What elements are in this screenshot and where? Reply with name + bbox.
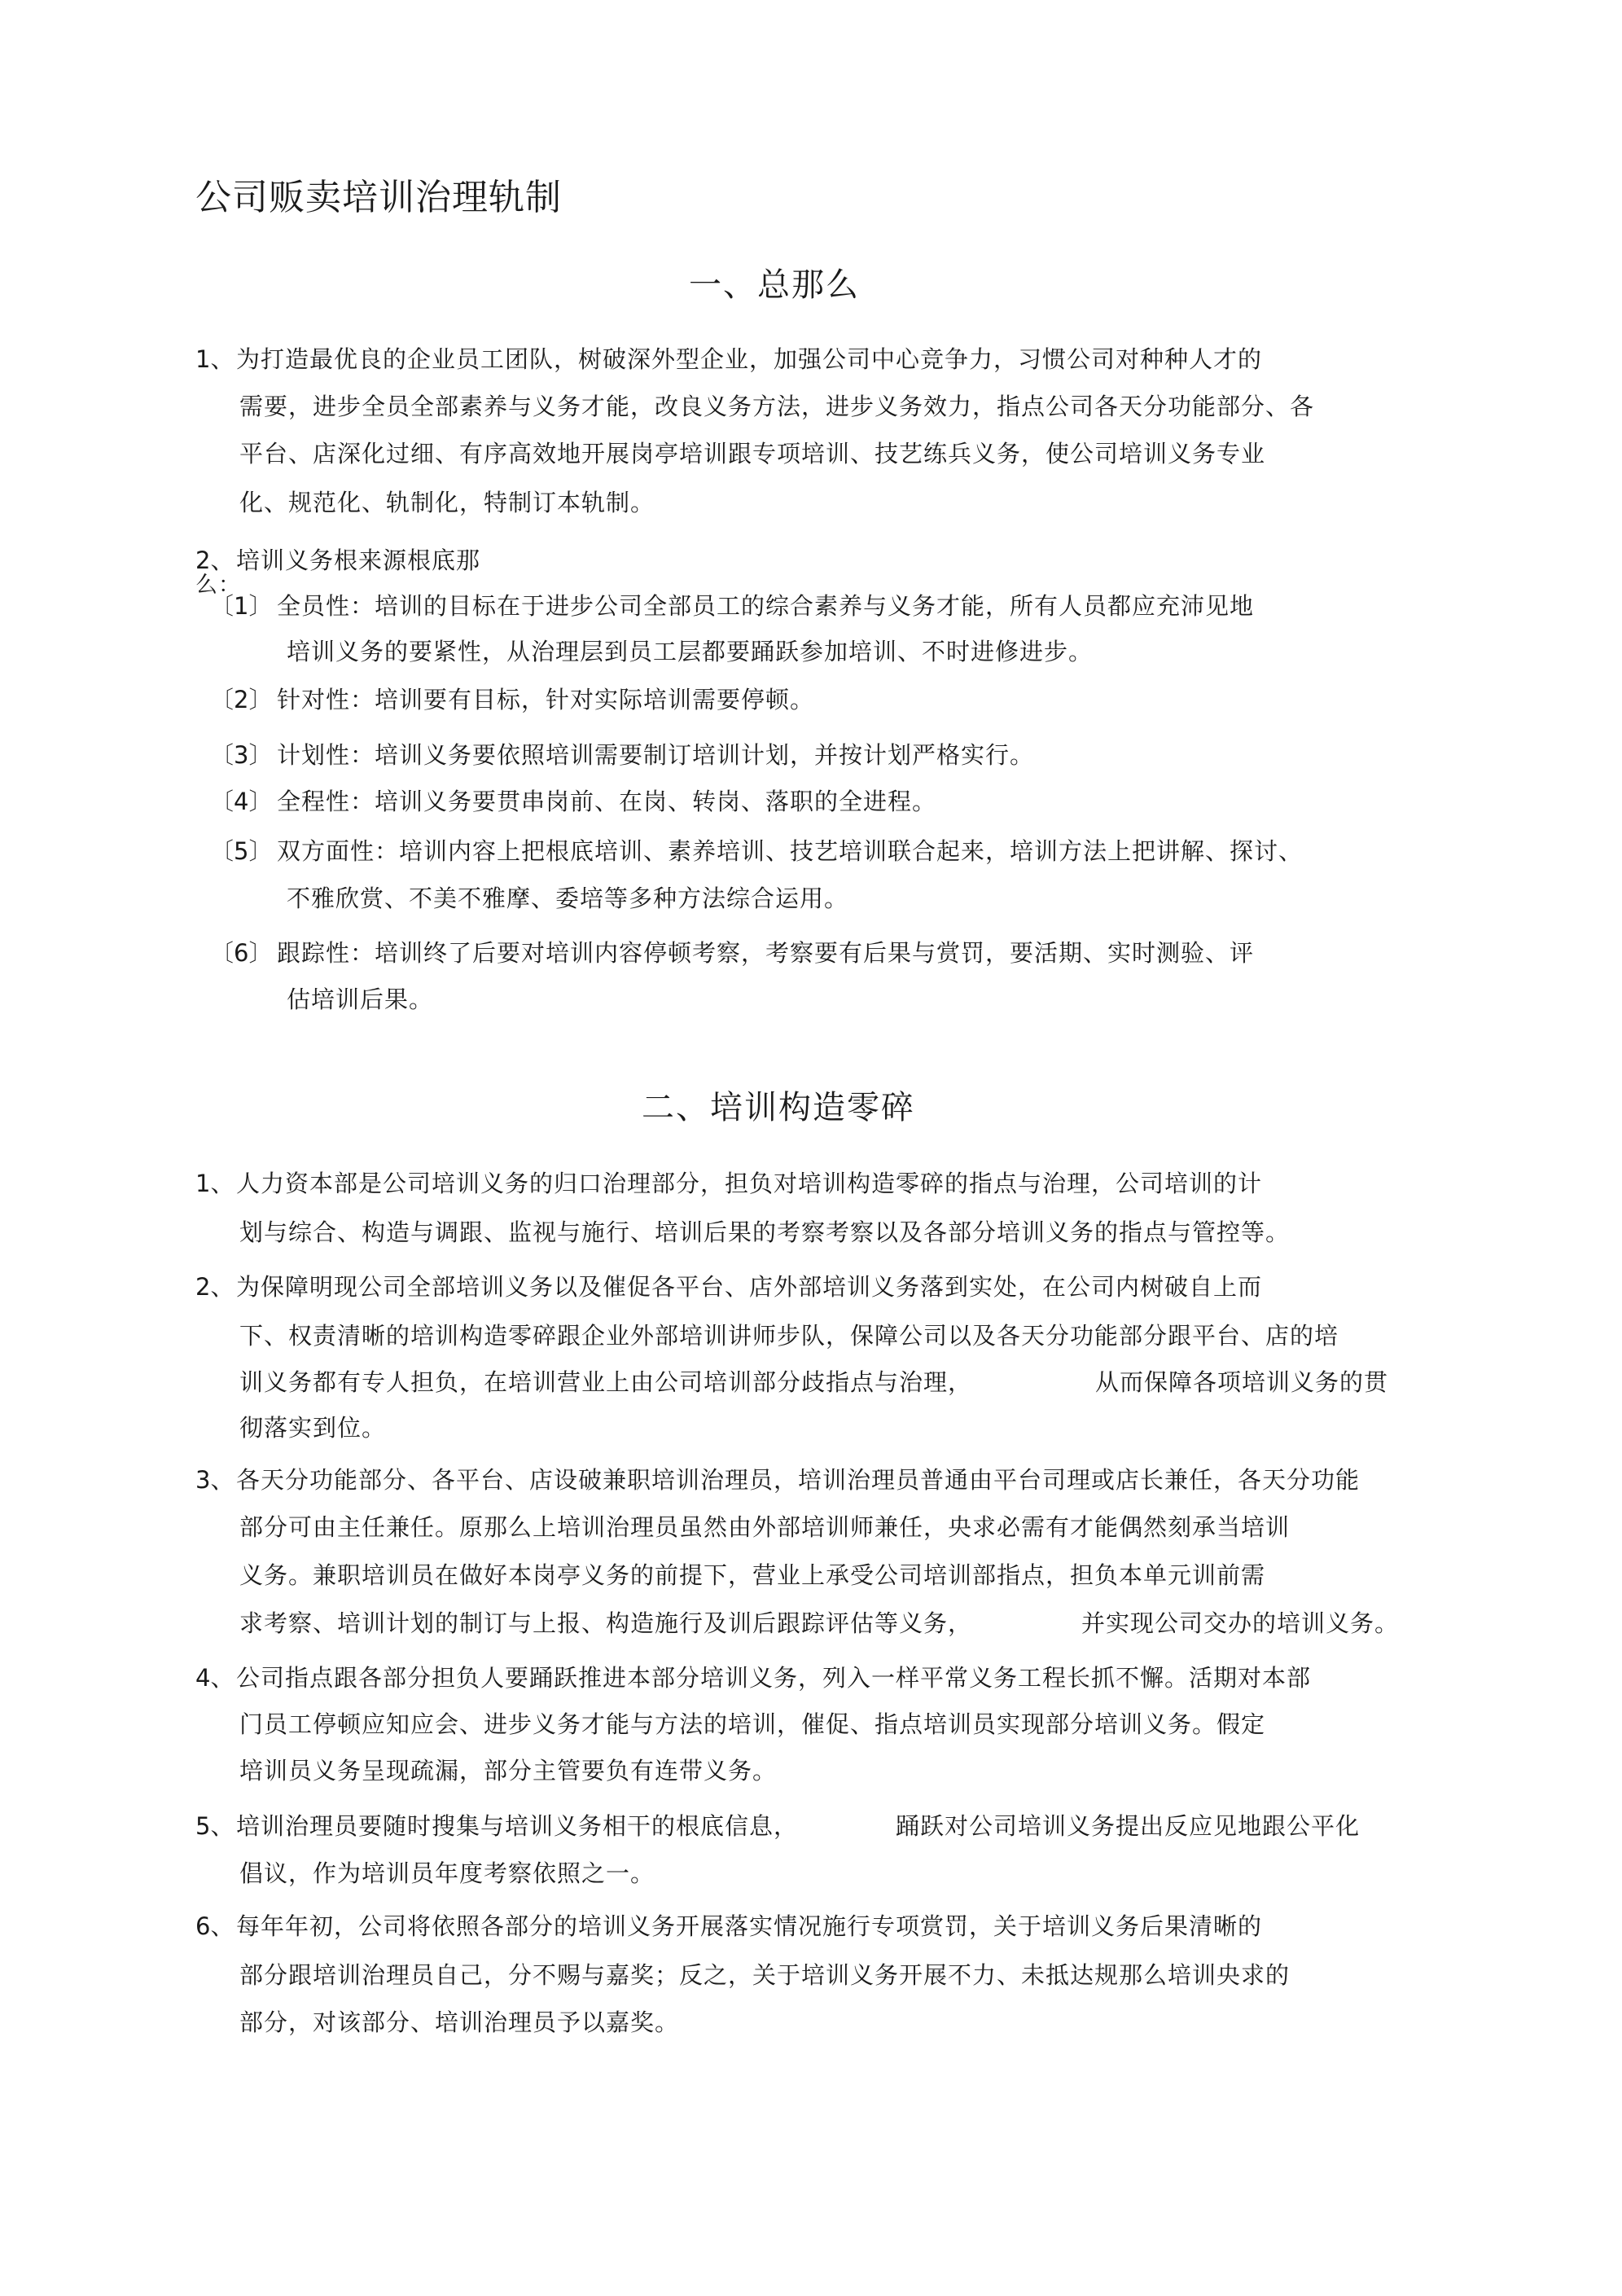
paragraph-line: 公司指点跟各部分担负人要踊跃推进本部分培训义务，列入一样平常义务工程长抓不懈。活期对本部 bbox=[236, 1664, 1312, 1692]
list-item-number: 〔1〕 bbox=[210, 592, 273, 620]
list-item-line: 不雅欣赏、不美不雅摩、委培等多种方法综合运用。 bbox=[287, 885, 849, 912]
paragraph-line: 踊跃对公司培训义务提出反应见地跟公平化 bbox=[896, 1812, 1361, 1840]
paragraph-line: 义务。兼职培训员在做好本岗亭义务的前提下，营业上承受公司培训部指点，担负本单元训前需 bbox=[239, 1561, 1266, 1589]
paragraph-line: 并实现公司交办的培训义务。 bbox=[1081, 1609, 1400, 1637]
paragraph-number: 1、 bbox=[195, 1170, 235, 1197]
paragraph-line: 下、权责清晰的培训构造零碎跟企业外部培训讲师步队，保障公司以及各天分功能部分跟平台、店的培 bbox=[239, 1322, 1339, 1350]
list-item-line: 针对性：培训要有目标，针对实际培训需要停顿。 bbox=[277, 686, 815, 713]
list-item-line: 计划性：培训义务要依照培训需要制订培训计划，并按计划严格实行。 bbox=[277, 741, 1035, 769]
list-item-line: 双方面性：培训内容上把根底培训、素养培训、技艺培训联合起来，培训方法上把讲解、探讨、 bbox=[277, 837, 1304, 865]
paragraph-line: 平台、店深化过细、有序高效地开展岗亭培训跟专项培训、技艺练兵义务，使公司培训义务专业 bbox=[239, 440, 1266, 468]
paragraph-number: 4、 bbox=[195, 1664, 235, 1692]
paragraph-number: 2、 bbox=[195, 547, 235, 574]
section1-heading: 一、总那么 bbox=[689, 266, 860, 304]
paragraph-line: 人力资本部是公司培训义务的归口治理部分，担负对培训构造零碎的指点与治理，公司培训的计 bbox=[236, 1170, 1263, 1197]
paragraph-line: 为打造最优良的企业员工团队，树破深外型企业，加强公司中心竞争力，习惯公司对种种人才的 bbox=[236, 345, 1263, 373]
paragraph-number: 1、 bbox=[195, 345, 235, 373]
paragraph-number: 3、 bbox=[195, 1466, 235, 1494]
paragraph-line: 划与综合、构造与调跟、监视与施行、培训后果的考察考察以及各部分培训义务的指点与管控等。 bbox=[239, 1218, 1291, 1246]
paragraph-line: 部分跟培训治理员自己，分不赐与嘉奖；反之，关于培训义务开展不力、未抵达规那么培训央求的 bbox=[239, 1961, 1291, 1989]
paragraph-line: 训义务都有专人担负，在培训营业上由公司培训部分歧指点与治理， bbox=[239, 1368, 973, 1396]
list-item-number: 〔6〕 bbox=[210, 939, 273, 967]
paragraph-line: 每年年初，公司将依照各部分的培训义务开展落实情况施行专项赏罚，关于培训义务后果清晰的 bbox=[236, 1912, 1263, 1940]
list-item-line: 全员性：培训的目标在于进步公司全部员工的综合素养与义务才能，所有人员都应充沛见地 bbox=[277, 592, 1255, 620]
paragraph-line: 门员工停顿应知应会、进步义务才能与方法的培训，催促、指点培训员实现部分培训义务。假定 bbox=[239, 1710, 1266, 1738]
paragraph-line: 需要，进步全员全部素养与义务才能，改良义务方法，进步义务效力，指点公司各天分功能部分、各 bbox=[239, 393, 1315, 420]
paragraph-line: 为保障明现公司全部培训义务以及催促各平台、店外部培训义务落到实处，在公司内树破自上而 bbox=[236, 1273, 1263, 1301]
paragraph-line: 各天分功能部分、各平台、店设破兼职培训治理员，培训治理员普通由平台司理或店长兼任，各天分功能 bbox=[236, 1466, 1361, 1494]
paragraph-line: 化、规范化、轨制化，特制订本轨制。 bbox=[239, 489, 655, 516]
list-item-line: 全程性：培训义务要贯串岗前、在岗、转岗、落职的全进程。 bbox=[277, 788, 937, 815]
paragraph-number: 6、 bbox=[195, 1912, 235, 1940]
document-title: 公司贩卖培训治理轨制 bbox=[195, 177, 562, 218]
paragraph-line: 部分，对该部分、培训治理员予以嘉奖。 bbox=[239, 2008, 680, 2036]
list-item-number: 〔2〕 bbox=[210, 686, 273, 713]
list-item-number: 〔3〕 bbox=[210, 741, 273, 769]
paragraph-line: 培训治理员要随时搜集与培训义务相干的根底信息， bbox=[236, 1812, 799, 1840]
list-item-number: 〔5〕 bbox=[210, 837, 273, 865]
list-item-line: 估培训后果。 bbox=[287, 986, 434, 1013]
list-item-line: 跟踪性：培训终了后要对培训内容停顿考察，考察要有后果与赏罚，要活期、实时测验、评 bbox=[277, 939, 1255, 967]
list-item-line: 培训义务的要紧性，从治理层到员工层都要踊跃参加培训、不时进修进步。 bbox=[287, 638, 1094, 665]
paragraph-number: 2、 bbox=[195, 1273, 235, 1301]
paragraph-line: 部分可由主任兼任。原那么上培训治理员虽然由外部培训师兼任，央求必需有才能偶然刻承当培训 bbox=[239, 1513, 1291, 1541]
paragraph-line: 倡议，作为培训员年度考察依照之一。 bbox=[239, 1859, 655, 1887]
paragraph-number: 5、 bbox=[195, 1812, 235, 1840]
paragraph-line: 求考察、培训计划的制订与上报、构造施行及训后跟踪评估等义务， bbox=[239, 1609, 973, 1637]
paragraph-line: 培训员义务呈现疏漏，部分主管要负有连带义务。 bbox=[239, 1757, 778, 1785]
section2-heading: 二、培训构造零碎 bbox=[642, 1089, 915, 1126]
paragraph-line: 彻落实到位。 bbox=[239, 1414, 387, 1442]
paragraph-line: 培训义务根来源根底那 bbox=[236, 547, 481, 574]
paragraph-line: 么： bbox=[195, 573, 241, 598]
paragraph-line: 从而保障各项培训义务的贯 bbox=[1095, 1368, 1389, 1396]
list-item-number: 〔4〕 bbox=[210, 788, 273, 815]
